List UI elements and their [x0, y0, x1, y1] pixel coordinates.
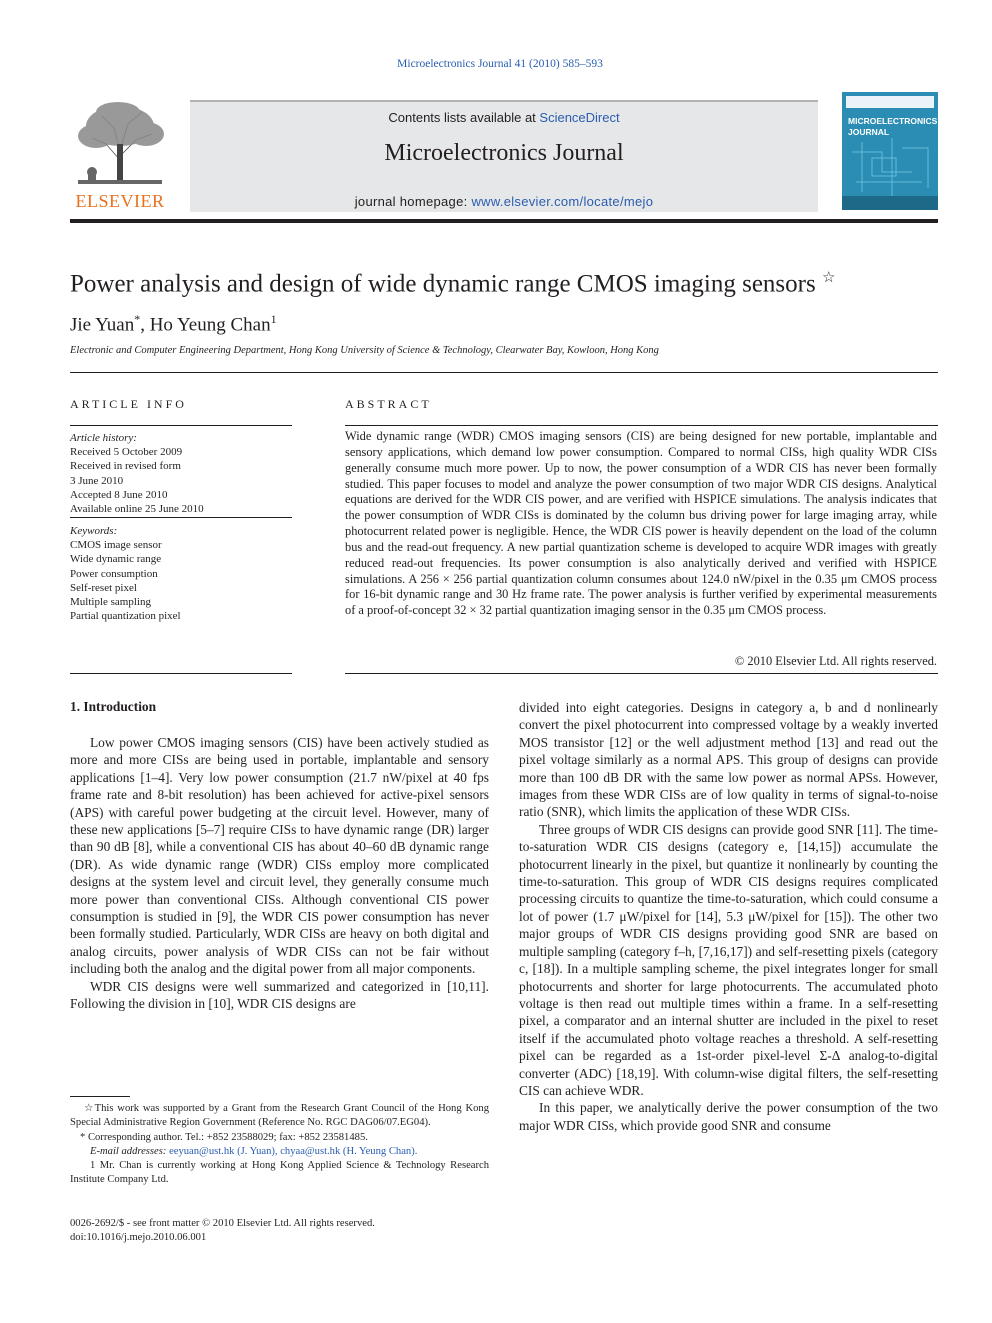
- intro-paragraph-4: Three groups of WDR CIS designs can provide good SNR [11]. The time-to-saturation WDR CIS designs (category e, [14,15]) accumulate the photocurrent linearly in the pixel, but quantize it nonlinearly by counting the time-to-saturation. This group of WDR CIS designs requires complicated processing circuits to quantize the time-to-saturation, which could consume a lot of power (1.7 μW/pixel for [14], 5.3 μW/pixel for [15]). The other two major groups of WDR CIS designs providing good SNR are based on multiple sampling (category f–h, [7,16,17]) and self-resetting pixels (category c, [18]). In a multiple sampling scheme, the pixel integrates longer for small photocurrents and shorter for large photocurrents. The accumulated photo voltage is then read out multiple times within a frame. In a self-resetting pixel, a comparator and an internal shutter are included in the pixel to reset itself if the accumulated photo voltage reaches a threshold. A self-resetting pixel can be regarded as a 1st-order pixel-level Σ-Δ analog-to-digital converter (ADC) [18,19]. With column-wise digital filters, the self-resetting CIS can achieve WDR.: [519, 821, 938, 1098]
- journal-title: Microelectronics Journal: [384, 140, 624, 166]
- cover-title-line1: MICROELECTRONICS: [848, 116, 938, 126]
- abstract-text: Wide dynamic range (WDR) CMOS imaging sensors (CIS) are being designed for new portable, implantable and sensory applications, which demand low power consumption. Compared to normal CISs, high quality WDR CISs generally consume much more power. Up to now, the power consumption of a WDR CIS has never been formally studied. This paper focuses to model and analyze the power consumption of two major WDR CIS designs. Analytical equations are derived for the WDR CIS power, and are verified with HSPICE simulations. The analysis indicates that the power consumption of WDR CISs is dominated by the column bus driving power for large imaging array, while photocurrent related power is negligible. Hence, the WDR CIS power is heavily dependent on the load of the column bus and the read-out frequency. A new partial quantization scheme is developed to acquire WDR images with greatly reduced read-out frequencies. Its power consumption is also analytically derived and verified with HSPICE simulations. A 256 × 256 partial quantization column consumes about 124.0 nW/pixel in the 0.35 μm CMOS process for 16-bit dynamic range and 30 Hz frame rate. The power analysis is further verified by experimental measurements of a proof-of-concept 32 × 32 partial quantization imaging sensor in the 0.35 μm CMOS process.: [345, 429, 937, 618]
- article-info-divider: [70, 425, 292, 426]
- email-footnote: [70, 1145, 489, 1159]
- history-item: Received in revised form: [70, 460, 181, 473]
- author-yuan[interactable]: Jie Yuan: [70, 314, 135, 336]
- footnotes: [70, 1102, 489, 1188]
- author-list: [70, 312, 277, 336]
- article-history: [70, 431, 292, 516]
- keywords: [70, 524, 292, 623]
- front-matter: [70, 1217, 375, 1246]
- keyword-item: Self-reset pixel: [70, 581, 137, 594]
- keywords-divider: [70, 517, 292, 518]
- homepage-line: [190, 194, 818, 209]
- history-item: Available online 25 June 2010: [70, 503, 204, 516]
- author-footnote-mark[interactable]: 1: [270, 312, 277, 326]
- cover-title-line2: JOURNAL: [848, 127, 890, 137]
- journal-citation[interactable]: Microelectronics Journal 41 (2010) 585–593: [397, 58, 603, 70]
- right-column: [519, 699, 938, 1134]
- journal-cover[interactable]: [842, 92, 938, 210]
- title-footnote-mark[interactable]: ☆: [821, 270, 836, 286]
- left-column: [70, 734, 489, 1013]
- keyword-item: Power consumption: [70, 567, 158, 580]
- intro-paragraph-2: WDR CIS designs were well summarized and categorized in [10,11]. Following the division in [10], WDR CIS designs are: [70, 978, 489, 1012]
- email-label: E-mail addresses:: [90, 1145, 170, 1157]
- intro-paragraph-5: In this paper, we analytically derive the power consumption of the two major WDR CISs, which provide good SNR and consume: [519, 1100, 938, 1133]
- keyword-item: Partial quantization pixel: [70, 610, 181, 623]
- keywords-label: Keywords:: [70, 525, 118, 537]
- cover-title: [848, 116, 937, 138]
- author-separator: ,: [140, 314, 150, 336]
- cover-art-icon: [842, 92, 938, 210]
- affiliation: Electronic and Computer Engineering Department, Hong Kong University of Science & Technology, Clearwater Bay, Kowloon, Hong Kong: [70, 345, 659, 356]
- article-info-heading: ARTICLE INFO: [70, 397, 187, 411]
- history-item: Accepted 8 June 2010: [70, 488, 168, 501]
- history-label: Article history:: [70, 432, 137, 444]
- keyword-item: Wide dynamic range: [70, 553, 162, 566]
- contents-line: [190, 110, 818, 125]
- paper-title: [70, 268, 950, 298]
- title-divider: [70, 372, 938, 373]
- funding-footnote: ☆This work was supported by a Grant from the Research Grant Council of the Hong Kong Special Administrative Region Government (Reference No. RGC DAG06/07.EG04).: [70, 1103, 489, 1129]
- author-footnote: 1 Mr. Chan is currently working at Hong Kong Applied Science & Technology Research Institute Company Ltd.: [70, 1160, 489, 1186]
- paper-title-text: Power analysis and design of wide dynamic range CMOS imaging sensors: [70, 270, 816, 298]
- header-rule: [70, 219, 938, 223]
- abstract-heading: ABSTRACT: [345, 397, 432, 411]
- elsevier-wordmark: ELSEVIER: [75, 191, 165, 211]
- sciencedirect-link[interactable]: ScienceDirect: [539, 110, 620, 125]
- abstract-divider: [345, 425, 938, 426]
- keyword-item: Multiple sampling: [70, 596, 151, 609]
- keyword-item: CMOS image sensor: [70, 539, 162, 552]
- email-addresses[interactable]: eeyuan@ust.hk (J. Yuan), chyaa@ust.hk (H. Yeung Chan).: [169, 1145, 418, 1157]
- abstract-copyright: © 2010 Elsevier Ltd. All rights reserved.: [734, 654, 937, 668]
- footnote-separator: [70, 1096, 130, 1097]
- contents-prefix: Contents lists available at: [388, 110, 540, 125]
- history-item: 3 June 2010: [70, 474, 124, 487]
- doi-line[interactable]: doi:10.1016/j.mejo.2010.06.001: [70, 1232, 207, 1244]
- elsevier-logo[interactable]: [68, 100, 172, 212]
- homepage-link[interactable]: www.elsevier.com/locate/mejo: [471, 194, 654, 209]
- corresponding-footnote: * Corresponding author. Tel.: +852 23588029; fax: +852 23581485.: [80, 1131, 368, 1143]
- journal-masthead: [190, 100, 818, 212]
- abstract-bottom-divider: [345, 673, 938, 674]
- homepage-prefix: journal homepage:: [354, 194, 472, 209]
- tree-logo-icon: [68, 100, 172, 186]
- intro-heading: 1. Introduction: [70, 699, 157, 714]
- intro-paragraph-3: divided into eight categories. Designs in category a, b and d nonlinearly convert the pixel photocurrent into compressed voltage by a weakly inverted MOS transistor [12] or the well adjustment method [13] and read out the pixel voltage similarly as a normal APS. This group of designs can provide more than 100 dB DR with the same low power as normal APSs. However, images from these WDR CISs are of low quality in terms of signal-to-noise ratio (SNR), which limits the application of these WDR CISs.: [519, 700, 938, 820]
- author-chan[interactable]: Ho Yeung Chan: [149, 314, 271, 336]
- corresponding-mark[interactable]: *: [134, 312, 141, 326]
- info-bottom-divider: [70, 673, 292, 674]
- history-item: Received 5 October 2009: [70, 446, 183, 459]
- issn-line: 0026-2692/$ - see front matter © 2010 Elsevier Ltd. All rights reserved.: [70, 1218, 375, 1229]
- intro-paragraph-1: Low power CMOS imaging sensors (CIS) have been actively studied as more and more CISs are being used in portable, implantable and sensory applications [1–4]. Very low power consumption (21.7 nW/pixel at 40 fps frame rate and 8-bit resolution) has been achieved for active-pixel sensors (APS) with careful power budgeting at the circuit level. However, many of these new applications [5–7] require CISs to have dynamic range (DR) larger than 90 dB [8], while a conventional CIS has about 40–60 dB dynamic range (DR). As wide dynamic range (WDR) CISs employ more complicated designs at the system level and circuit level, they generally consume much more power than conventional CISs. Although conventional CIS power consumption is studied in [9], the WDR CIS power consumption has never been formally studied. Particularly, WDR CISs are heavy on both digital and analog circuits, power analysis of WDR CISs can not be fair without including both the analog and the digital power from all major components.: [70, 735, 489, 977]
